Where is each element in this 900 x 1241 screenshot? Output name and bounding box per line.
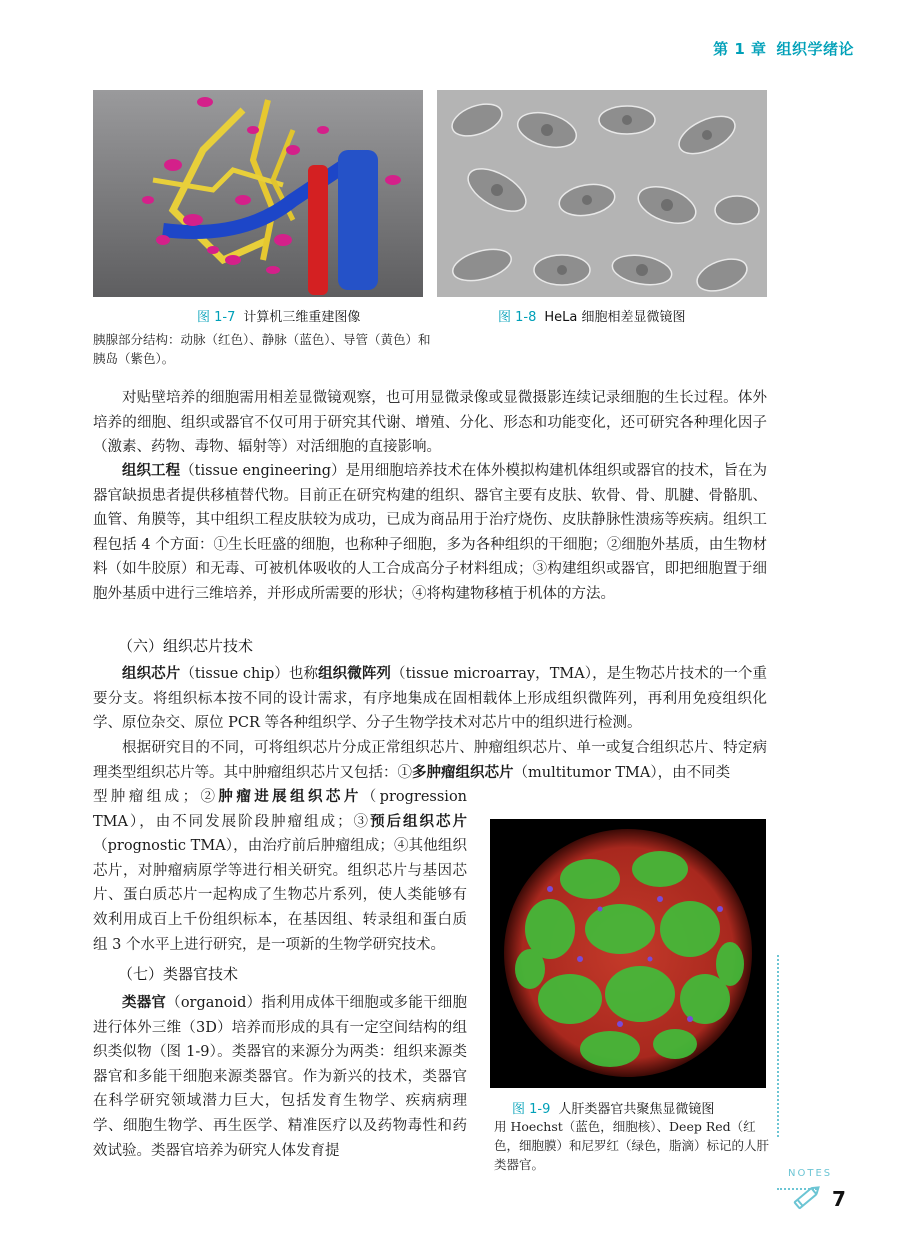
- notes-margin-line: [777, 955, 779, 1137]
- paragraph-text: （multitumor TMA），由不同类: [513, 764, 731, 781]
- figure-title: HeLa 细胞相差显微镜图: [544, 310, 686, 325]
- figure-title: 人肝类器官共聚焦显微镜图: [558, 1102, 715, 1117]
- figure-title: 计算机三维重建图像: [243, 310, 361, 325]
- term-organoid: 类器官: [122, 995, 167, 1011]
- paragraph-text: 型肿瘤组成；②: [93, 789, 219, 805]
- paragraph-tissue-engineering: [93, 459, 767, 607]
- term-tissue-chip: 组织芯片: [122, 666, 181, 682]
- paragraph-cell-culture: 对贴壁培养的细胞需用相差显微镜观察，也可用显微录像或显微摄影连续记录细胞的生长过程。体外培养的细胞、组织或器官不仅可用于研究其代谢、增殖、分化、形态和功能变化，还可研究各种理化因子（激素、药物、毒物、辐射等）对活细胞的直接影响。: [93, 390, 767, 456]
- paragraph-text: （organoid）指利用成体干细胞或多能干细胞进行体外三维（3D）培养而形成的具有一定空间结构的组织类似物（图 1-9）。类器官的来源分为两类：组织来源类器官和多能干细胞来源类器官。作为新兴的技术，类器官在科学研究领域潜力巨大，包括发育生物学、疾病病理学、细胞生物学、再生医学、精准医疗以及药物毒性和药效试验。类器官培养为研究人体发育提: [93, 995, 468, 1159]
- paragraph-text: （tissue microarray，TMA），是生物芯片技术的一个重要分支。将组织标本按不同的设计需求，有序地集成在固相载体上形成组织微阵列，再利用免疫组织化学、原位杂交、原位 PCR 等各种组织学、分子生物学技术对芯片中的组织进行检测。: [93, 666, 767, 732]
- term-progression-tma: 肿瘤进展组织芯片: [218, 789, 362, 805]
- figure-1-8-caption: [498, 306, 686, 325]
- figure-number: 图 1-9: [512, 1102, 551, 1117]
- page-number: 7: [832, 1187, 846, 1211]
- term-multitumor-tma: 多肿瘤组织芯片: [412, 764, 514, 781]
- paragraph-text: （prognostic TMA），由治疗前后肿瘤组成；④其他组织芯片，对肿瘤病原学等进行相关研究。组织芯片与基因芯片、蛋白质芯片一起构成了生物芯片系列，使人类能够有效利用成百上千份组织标本，在基因组、转录组和蛋白质组 3 个水平上进行研究，是一项新的生物学研究技术。: [93, 838, 467, 953]
- pencil-icon: [790, 1182, 824, 1212]
- paragraph-organoid: [93, 991, 467, 1163]
- paragraph-chip-types: [93, 736, 767, 785]
- figure-1-9-caption: [512, 1098, 714, 1117]
- chapter-title: 组织学绪论: [776, 40, 854, 58]
- figure-1-9-note: 用 Hoechst（蓝色，细胞核）、Deep Red（红色，细胞膜）和尼罗红（绿色，脂滴）标记的人肝类器官。: [494, 1119, 770, 1172]
- figure-3d-reconstruction: [93, 90, 423, 297]
- figure-number: 图 1-8: [498, 310, 537, 325]
- figure-hela-phase-contrast: [437, 90, 767, 297]
- paragraph-tumor-chips: [93, 785, 467, 957]
- section-heading-tissue-chip: （六）组织芯片技术: [118, 637, 254, 655]
- figure-1-7-note: 胰腺部分结构：动脉（红色）、静脉（蓝色）、导管（黄色）和胰岛（紫色）。: [93, 332, 431, 366]
- figure-number: 图 1-7: [197, 310, 236, 325]
- term-tissue-engineering: 组织工程: [122, 463, 181, 479]
- term-prognostic-tma: 预后组织芯片: [370, 813, 468, 830]
- figure-1-7-caption: [197, 306, 360, 325]
- section-heading-organoid: （七）类器官技术: [118, 965, 239, 983]
- paragraph-text: 根据研究目的不同，可将组织芯片分成正常组织芯片、肿瘤组织芯片、单一或复合组织芯片、特定病理类型组织芯片等。其中肿瘤组织芯片又包括：①: [93, 740, 767, 781]
- paragraph-tissue-chip: [93, 662, 767, 736]
- notes-label: NOTES: [788, 1168, 833, 1179]
- paragraph-text: （progression TMA），由不同发展阶段肿瘤组成；③: [93, 789, 468, 830]
- paragraph-text: （tissue chip）也称: [180, 666, 319, 682]
- chapter-number: 第 1 章: [713, 40, 767, 58]
- running-header: [703, 38, 854, 59]
- term-tissue-microarray: 组织微阵列: [318, 666, 391, 682]
- figure-liver-organoid-confocal: [490, 819, 766, 1088]
- paragraph-text: （tissue engineering）是用细胞培养技术在体外模拟构建机体组织或器官的技术，旨在为器官缺损患者提供移植替代物。目前正在研究构建的组织、器官主要有皮肤、软骨、骨、肌腱、骨骼肌、血管、角膜等，其中组织工程皮肤较为成功，已成为商品用于治疗烧伤、皮肤静脉性溃疡等疾病。组织工程包括 4 个方面：①生长旺盛的细胞，也称种子细胞，多为各种组织的干细胞；②细胞外基质，由生物材料（如牛胶原）和无毒、可被机体吸收的人工合成高分子材料组成；③构建组织或器官，即把细胞置于细胞外基质中进行三维培养，并形成所需要的形状；④将构建物移植于机体的方法。: [93, 463, 767, 602]
